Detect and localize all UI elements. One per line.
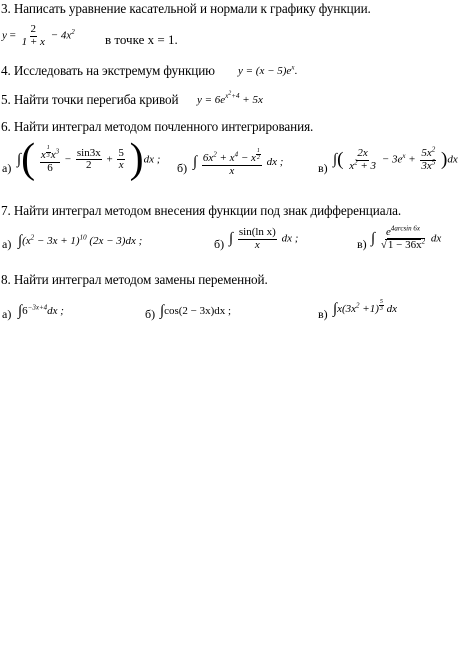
problem-7c-label: в)	[357, 237, 367, 251]
problem-8b-formula: ∫cos(2 − 3x)dx ;	[160, 303, 232, 319]
problem-5-formula: $y = 6e^{x^2+4} + 5x$	[197, 91, 263, 106]
problem-5-title: 5. Найти точки перегиба кривой	[1, 92, 179, 107]
problem-4-title: 4. Исследовать на экстремум функцию	[1, 63, 215, 78]
problem-6b-label: б)	[177, 161, 188, 175]
problem-7a-formula: $\int(x^2 - 3x + 1)^{10}$ (2x − 3)dx ;	[18, 233, 143, 249]
problem-6-title: 6. Найти интеграл методом почленного интегрирования.	[1, 119, 314, 134]
problem-3-point: в точке x = 1.	[105, 32, 178, 47]
problem-8a-label: а)	[2, 307, 12, 321]
problem-7-title: 7. Найти интеграл методом внесения функции под знак дифференциала.	[1, 203, 402, 218]
problem-6b-formula: ∫ $6x^2 + x^4 - x$ $^{\frac{1}{2}}$ x dx ;	[193, 148, 284, 177]
problem-7c-formula: ∫ $\frac{e^{4arcsin 6x}}{√1 - 36x^2}$ dx	[371, 224, 442, 251]
problem-4-formula: $y = (x - 5)e^x$.	[238, 63, 298, 77]
problem-8-title: 8. Найти интеграл методом замены переменной.	[1, 272, 268, 287]
problem-3-title: 3. Написать уравнение касательной и нормали к графику функции.	[1, 1, 371, 16]
problem-7b-label: б)	[214, 237, 225, 251]
problem-6c-label: в)	[318, 161, 328, 175]
problem-7b-formula: ∫ $\frac{\text{sin(ln x)}}{x}$ dx ;	[229, 226, 299, 251]
problem-8c-formula: $\int x(3x^2 +1)$ $^{\frac{5}{3}}$ dx	[333, 299, 398, 318]
problem-6a-label: а)	[2, 161, 12, 175]
problem-8a-formula: $\int 6^{-3x+4}dx$ ;	[18, 303, 64, 319]
problem-7a-label: а)	[2, 237, 12, 251]
problem-6a-formula: ∫( x $^{\frac{1}{3}}$ $x^3$ 6 − $\frac{\sin 3x}{2}$ + $\frac{5}{x}$ )dx ;	[17, 136, 161, 182]
problem-3-formula: y = $\frac{2}{1 + x}$ − $4x^2$	[2, 23, 75, 48]
problem-8b-label: б)	[145, 307, 156, 321]
problem-6c-formula: ∫( $\frac{2x}{x^2 + 3}$ − $3e^x$ + $\frac{5x^2}{3x^5}$ )dx	[333, 145, 458, 172]
problem-8c-label: в)	[318, 307, 328, 321]
